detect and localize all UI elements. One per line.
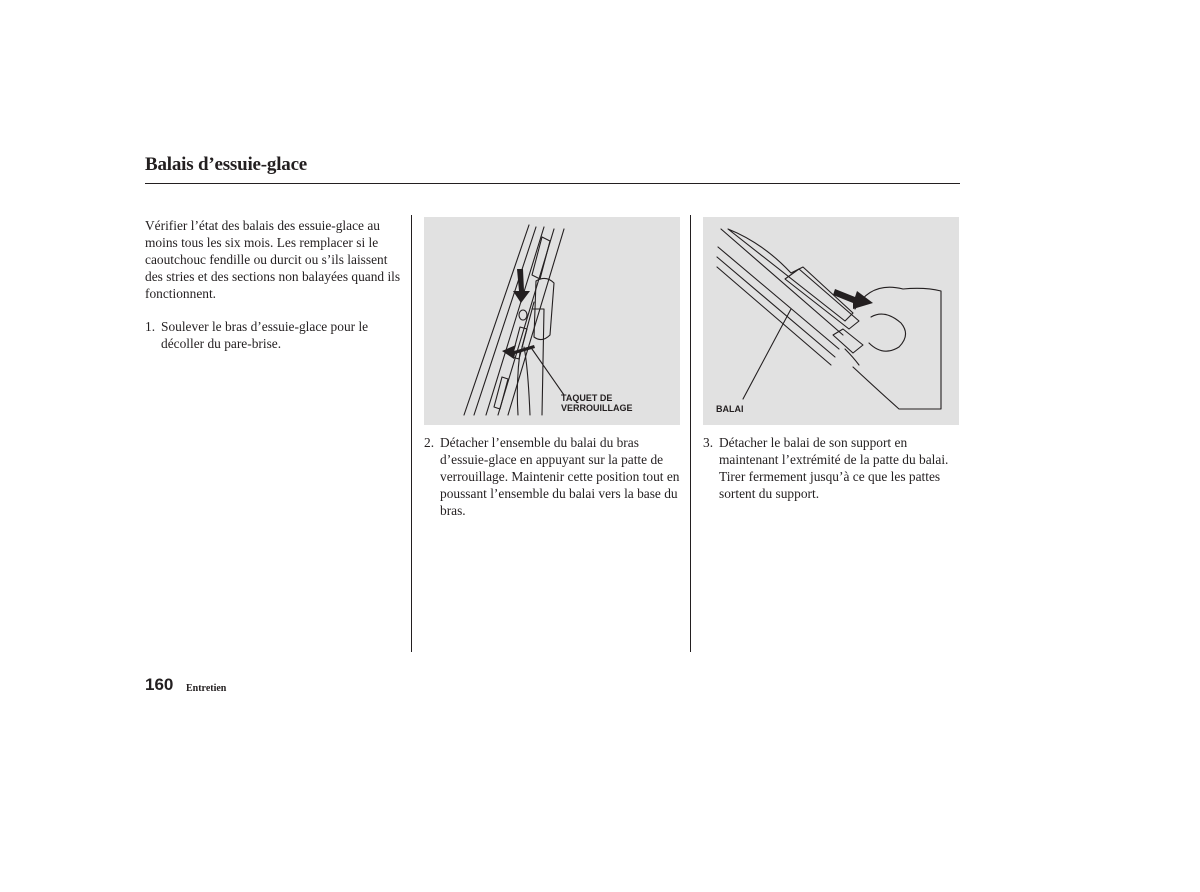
- step-3: [703, 435, 961, 503]
- step-2-number: 2.: [424, 435, 435, 450]
- wiper-arm-lock-tab-illustration: [424, 217, 680, 425]
- step-2: [424, 435, 682, 520]
- blade-removal-illustration: [703, 217, 959, 425]
- figure-lock-tab: [424, 217, 680, 425]
- lock-tab-callout-line2: VERROUILLAGE: [561, 403, 633, 413]
- step-3-text: Détacher le balai de son support en maintenant l’extrémité de la patte du balai. Tirer fermement jusqu’à ce que les pattes sortent du support.: [719, 435, 949, 501]
- step-2-text: Détacher l’ensemble du balai du bras d’essuie-glace en appuyant sur la patte de verrouillage. Maintenir cette position tout en poussant l’ensemble du balai vers la base du bras.: [440, 435, 680, 518]
- step-1: [145, 319, 403, 353]
- lock-tab-callout: [561, 393, 633, 413]
- blade-callout: BALAI: [716, 404, 744, 414]
- lock-tab-callout-line1: TAQUET DE: [561, 393, 613, 403]
- column-divider-1: [411, 215, 412, 652]
- step-1-text: Soulever le bras d’essuie-glace pour le décoller du pare-brise.: [161, 319, 369, 351]
- title-rule: [145, 183, 960, 184]
- step-1-number: 1.: [145, 319, 156, 334]
- section-name: Entretien: [186, 683, 227, 694]
- page-title: Balais d’essuie-glace: [145, 154, 308, 175]
- intro-paragraph: Vérifier l’état des balais des essuie-glace au moins tous les six mois. Les remplacer si le caoutchouc fendille ou durcit ou s’ils laissent des stries et des sections non balayées quand ils fonctionnent.: [145, 218, 401, 301]
- page-number: 160: [145, 675, 174, 694]
- figure-blade: [703, 217, 959, 425]
- column-divider-2: [690, 215, 691, 652]
- step-3-number: 3.: [703, 435, 714, 450]
